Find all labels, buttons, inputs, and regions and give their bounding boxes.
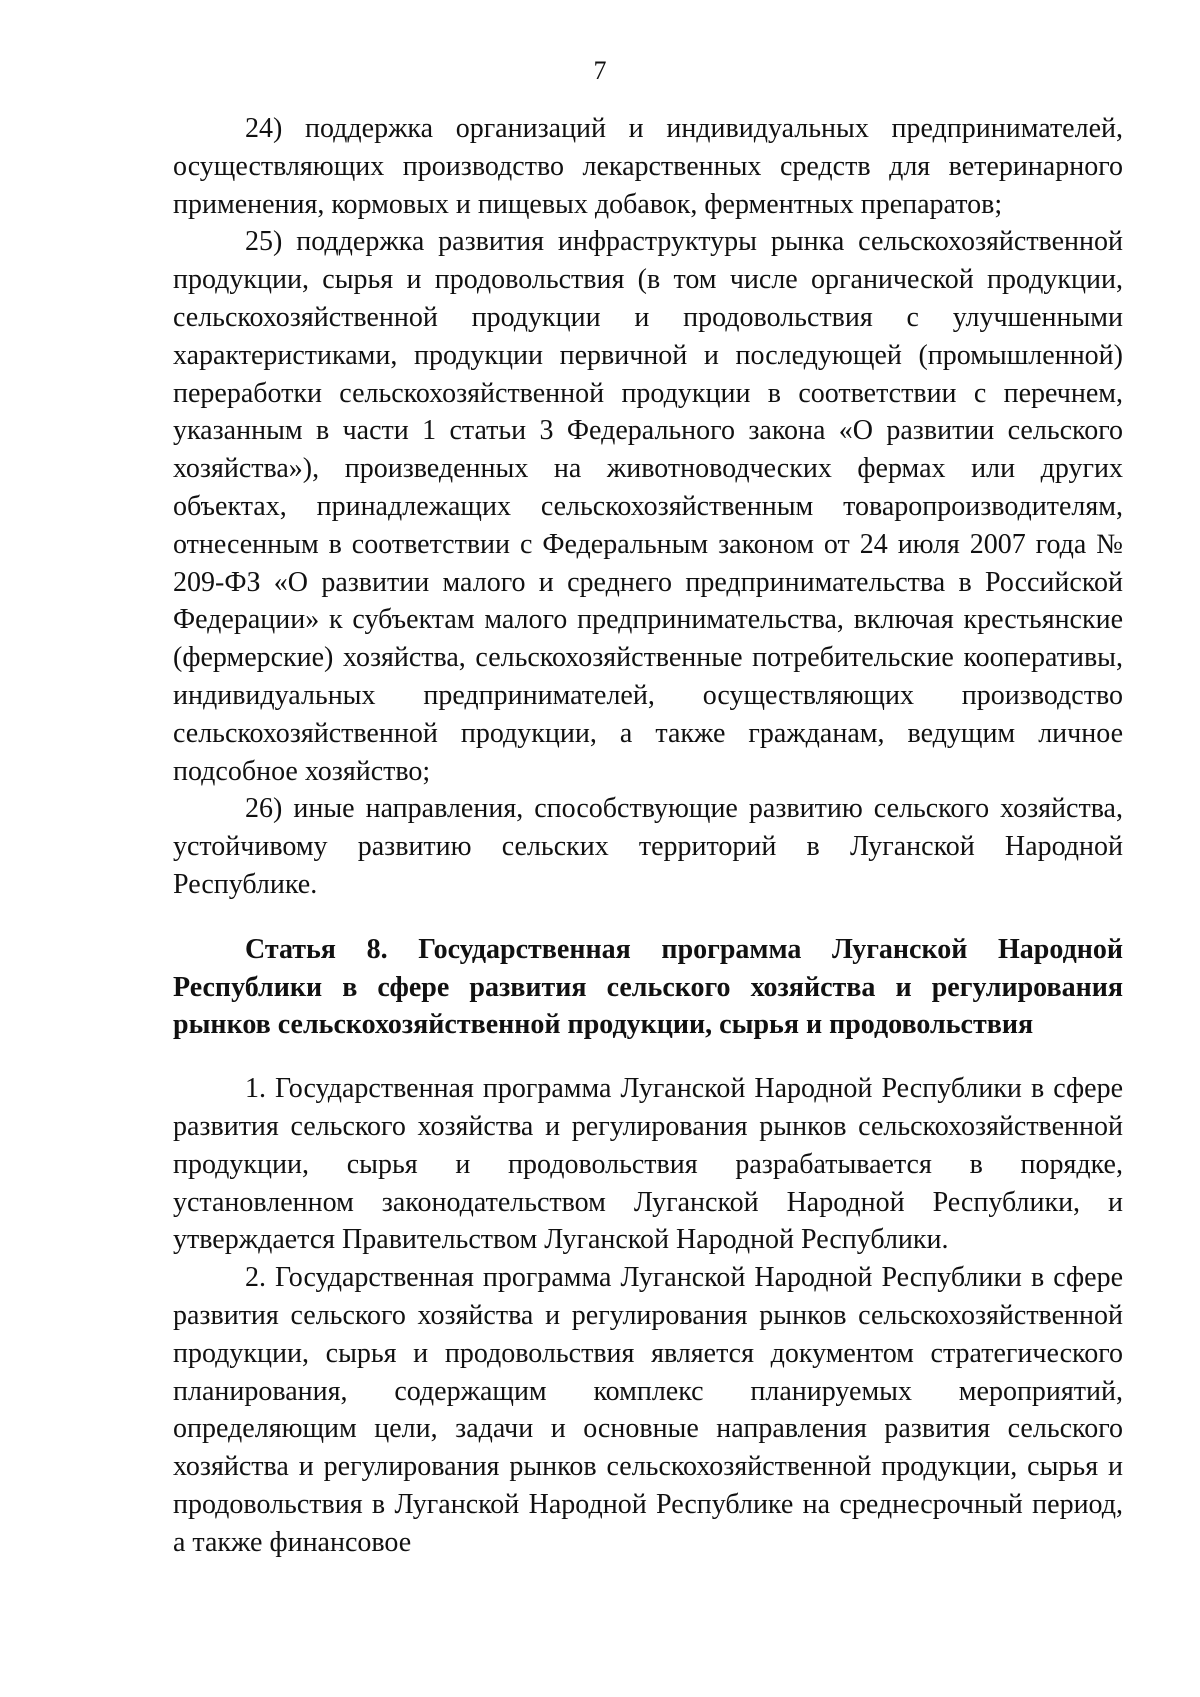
- article-8-heading: Статья 8. Государственная программа Луганской Народной Республики в сфере развития сельского хозяйства и регулирования рынков сельскохозяйственной продукции, сырья и продовольствия: [173, 933, 1123, 1041]
- page-number: 7: [593, 56, 607, 85]
- document-body: [173, 110, 1123, 1561]
- article-8-point-2: 2. Государственная программа Луганской Народной Республики в сфере развития сельского хозяйства и регулирования рынков сельскохозяйственной продукции, сырья и продовольствия является документом стратегического планирования, содержащим комплекс планируемых мероприятий, определяющим цели, задачи и основные направления развития сельского хозяйства и регулирования рынков сельскохозяйственной продукции, сырья и продовольствия в Луганской Народной Республике на среднесрочный период, а также финансовое: [173, 1262, 1123, 1558]
- list-item-26: 26) иные направления, способствующие развитию сельского хозяйства, устойчивому развитию сельских территорий в Луганской Народной Республике.: [173, 793, 1123, 900]
- list-item-25: 25) поддержка развития инфраструктуры рынка сельскохозяйственной продукции, сырья и продовольствия (в том числе органической продукции, сельскохозяйственной продукции и продовольствия с улучшенными характеристиками, продукции первичной и последующей (промышленной) переработки сельскохозяйственной продукции в соответствии с перечнем, указанным в части 1 статьи 3 Федерального закона «О развитии сельского хозяйства»), произведенных на животноводческих фермах или других объектах, принадлежащих сельскохозяйственным товаропроизводителям, отнесенным в соответствии с Федеральным законом от 24 июля 2007 года № 209-ФЗ «О развитии малого и среднего предпринимательства в Российской Федерации» к субъектам малого предпринимательства, включая крестьянские (фермерские) хозяйства, сельскохозяйственные потребительские кооперативы, индивидуальных предпринимателей, осуществляющих производство сельскохозяйственной продукции, а также гражданам, ведущим личное подсобное хозяйство;: [173, 226, 1123, 787]
- list-item-24: 24) поддержка организаций и индивидуальных предпринимателей, осуществляющих производство лекарственных средств для ветеринарного применения, кормовых и пищевых добавок, ферментных препаратов;: [173, 113, 1123, 220]
- article-8-point-1: 1. Государственная программа Луганской Народной Республики в сфере развития сельского хозяйства и регулирования рынков сельскохозяйственной продукции, сырья и продовольствия разрабатывается в порядке, установленном законодательством Луганской Народной Республики, и утверждается Правительством Луганской Народной Республики.: [173, 1073, 1123, 1256]
